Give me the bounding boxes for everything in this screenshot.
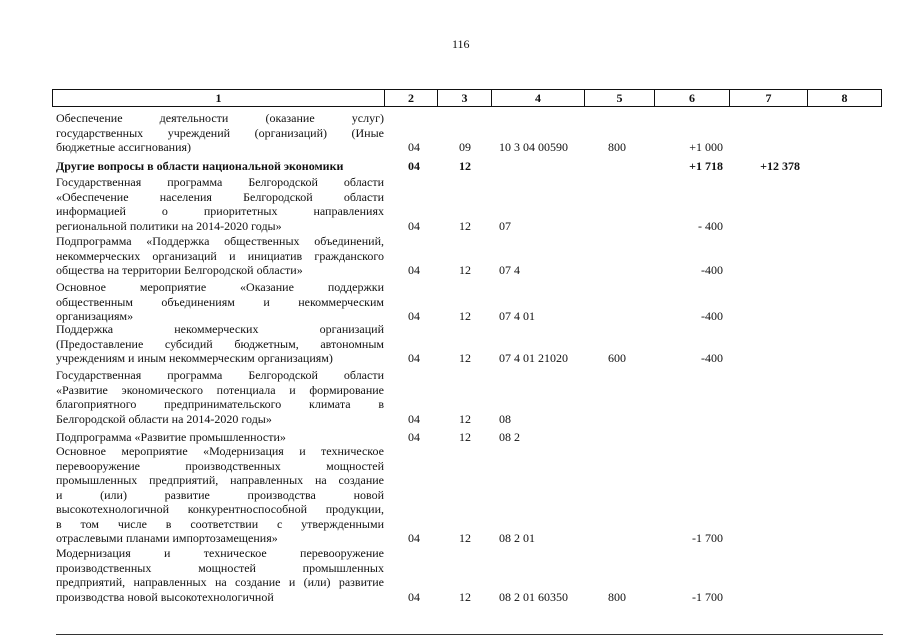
cell-c6: -1 700 [692, 589, 723, 604]
description-line: Обеспечение деятельности (оказание услуг) [56, 111, 384, 125]
cell-c4: 10 3 04 00590 [499, 140, 568, 154]
cell-c4: 07 4 01 21020 [499, 351, 568, 365]
cell-c3: 12 [459, 218, 471, 233]
column-header-3: 3 [438, 90, 492, 106]
cell-c4: 07 4 01 [499, 309, 535, 323]
description-line: государственных учреждений (организаций) (Иные [56, 125, 384, 140]
description-line: бюджетные ассигнования) [56, 140, 192, 154]
row-description [56, 546, 384, 604]
column-header-5: 5 [585, 90, 655, 106]
cell-c4: 08 2 [499, 430, 520, 444]
cell-c5: 800 [608, 589, 626, 604]
cell-c2: 04 [408, 430, 420, 444]
description-line: региональной политики на 2014-2020 годы» [56, 218, 282, 233]
cell-c4: 08 2 01 [499, 531, 535, 545]
description-line: Белгородской области на 2014-2020 годы» [56, 411, 272, 426]
column-header-2: 2 [385, 90, 438, 106]
description-line: и (или) развитие производства новой [56, 487, 384, 502]
cell-c3: 12 [459, 351, 471, 365]
cell-c3: 12 [459, 263, 471, 277]
description-line: Поддержка некоммерческих организаций [56, 322, 384, 336]
description-line: Основное мероприятие «Оказание поддержки [56, 280, 384, 294]
column-header-1: 1 [53, 90, 385, 106]
column-header-7: 7 [730, 90, 808, 106]
row-description [56, 159, 384, 174]
row-description [56, 368, 384, 426]
cell-c2: 04 [408, 589, 420, 604]
row-description [56, 280, 384, 324]
description-line: общества на территории Белгородской области» [56, 263, 303, 277]
description-line: Подпрограмма «Развитие промышленности» [56, 430, 286, 444]
cell-c2: 04 [408, 531, 420, 545]
cell-c3: 09 [459, 140, 471, 154]
description-line: в том числе в соответствии с утвержденными [56, 516, 384, 531]
description-line: отраслевыми планами импортозамещения» [56, 531, 278, 545]
cell-c3: 12 [459, 309, 471, 323]
row-description [56, 234, 384, 278]
cell-c2: 04 [408, 351, 420, 365]
description-line: учреждениям и иным некоммерческим организациям) [56, 351, 333, 365]
row-description [56, 430, 384, 445]
column-header-6: 6 [655, 90, 730, 106]
description-line: «Обеспечение населения Белгородской области [56, 189, 384, 204]
description-line: перевооружение производственных мощностей [56, 458, 384, 473]
cell-c6: -1 700 [692, 531, 723, 545]
cell-c6: -400 [701, 309, 723, 323]
description-line: производства новой высокотехнологичной [56, 589, 274, 604]
cell-c6: +1 000 [689, 140, 723, 154]
cell-c2: 04 [408, 140, 420, 154]
cell-c6: -400 [701, 263, 723, 277]
description-line: Подпрограмма «Поддержка общественных объединений, [56, 234, 384, 248]
cell-c3: 12 [459, 589, 471, 604]
cell-c6: - 400 [698, 218, 723, 233]
description-line: промышленных предприятий, направленных на создание [56, 473, 384, 487]
cell-c2: 04 [408, 411, 420, 426]
description-line: Государственная программа Белгородской области [56, 368, 384, 382]
cell-c5: 800 [608, 140, 626, 154]
page-number: 116 [452, 37, 470, 51]
cell-c4: 07 [499, 218, 511, 233]
description-line: предприятий, направленных на создание и (или) развитие [56, 575, 384, 589]
row-description [56, 444, 384, 546]
table-header [52, 89, 882, 107]
column-header-4: 4 [492, 90, 585, 106]
cell-c2: 04 [408, 263, 420, 277]
description-line: некоммерческих организаций и инициатив гражданского [56, 248, 384, 263]
cell-c3: 12 [459, 159, 471, 173]
cell-c7: +12 378 [760, 159, 800, 173]
description-line: организациям» [56, 309, 134, 323]
description-line: высокотехнологичной конкурентноспособной продукции, [56, 502, 384, 516]
description-line: информацией о приоритетных направлениях [56, 204, 384, 218]
cell-c2: 04 [408, 309, 420, 323]
cell-c4: 07 4 [499, 263, 520, 277]
cell-c6: -400 [701, 351, 723, 365]
description-line: Государственная программа Белгородской области [56, 175, 384, 189]
cell-c4: 08 [499, 411, 511, 426]
description-line: благоприятного предпринимательского климата в [56, 397, 384, 411]
cell-c4: 08 2 01 60350 [499, 589, 568, 604]
cell-c3: 12 [459, 411, 471, 426]
description-line: «Развитие экономического потенциала и формирование [56, 382, 384, 397]
cell-c2: 04 [408, 159, 420, 173]
cell-c2: 04 [408, 218, 420, 233]
page-bottom-rule [56, 634, 883, 635]
row-description [56, 322, 384, 366]
row-description [56, 111, 384, 155]
description-line: производственных мощностей промышленных [56, 560, 384, 575]
description-line: Другие вопросы в области национальной экономики [56, 159, 344, 173]
description-line: общественным объединениям и некоммерческим [56, 294, 384, 309]
cell-c3: 12 [459, 430, 471, 444]
row-description [56, 175, 384, 233]
description-line: Модернизация и техническое перевооружение [56, 546, 384, 560]
cell-c5: 600 [608, 351, 626, 365]
cell-c6: +1 718 [689, 159, 723, 173]
column-header-8: 8 [808, 90, 882, 106]
description-line: Основное мероприятие «Модернизация и техническое [56, 444, 384, 458]
cell-c3: 12 [459, 531, 471, 545]
description-line: (Предоставление субсидий бюджетным, автономным [56, 336, 384, 351]
